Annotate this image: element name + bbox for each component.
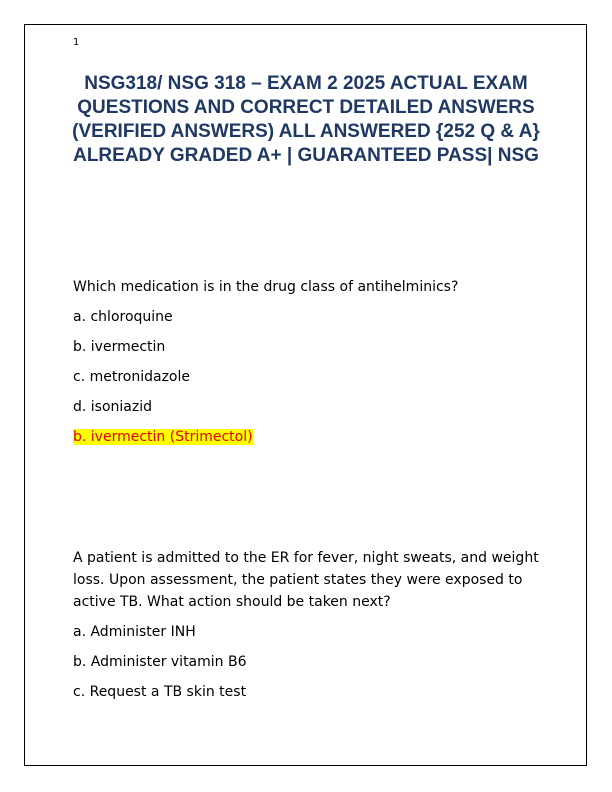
correct-answer-highlight: b. ivermectin (Strimectol) [73, 429, 253, 445]
answer-option-c: c. metronidazole [73, 369, 190, 385]
question-stem: Which medication is in the drug class of antihelminics? [73, 279, 459, 295]
answer-option-b: b. Administer vitamin B6 [73, 654, 247, 670]
answer-option-a: a. Administer INH [73, 624, 196, 640]
answer-option-c: c. Request a TB skin test [73, 684, 247, 700]
answer-option-b: b. ivermectin [73, 339, 166, 355]
question-2 [73, 547, 543, 711]
correct-answer-row [73, 426, 543, 448]
document-title: NSG318/ NSG 318 – EXAM 2 2025 ACTUAL EXAM QUESTIONS AND CORRECT DETAILED ANSWERS (VERIFIED ANSWERS) ALL ANSWERED {252 Q & A} ALREADY GRADED A+ | GUARANTEED PASS| NSG [72, 73, 540, 166]
question-1 [73, 276, 543, 456]
answer-option-d: d. isoniazid [73, 399, 153, 415]
answer-option-a: a. chloroquine [73, 309, 173, 325]
question-stem: A patient is admitted to the ER for fever, night sweats, and weight loss. Upon assessment, the patient states they were exposed to active TB. What action should be taken next? [73, 550, 539, 610]
page-number: 1 [73, 37, 80, 48]
